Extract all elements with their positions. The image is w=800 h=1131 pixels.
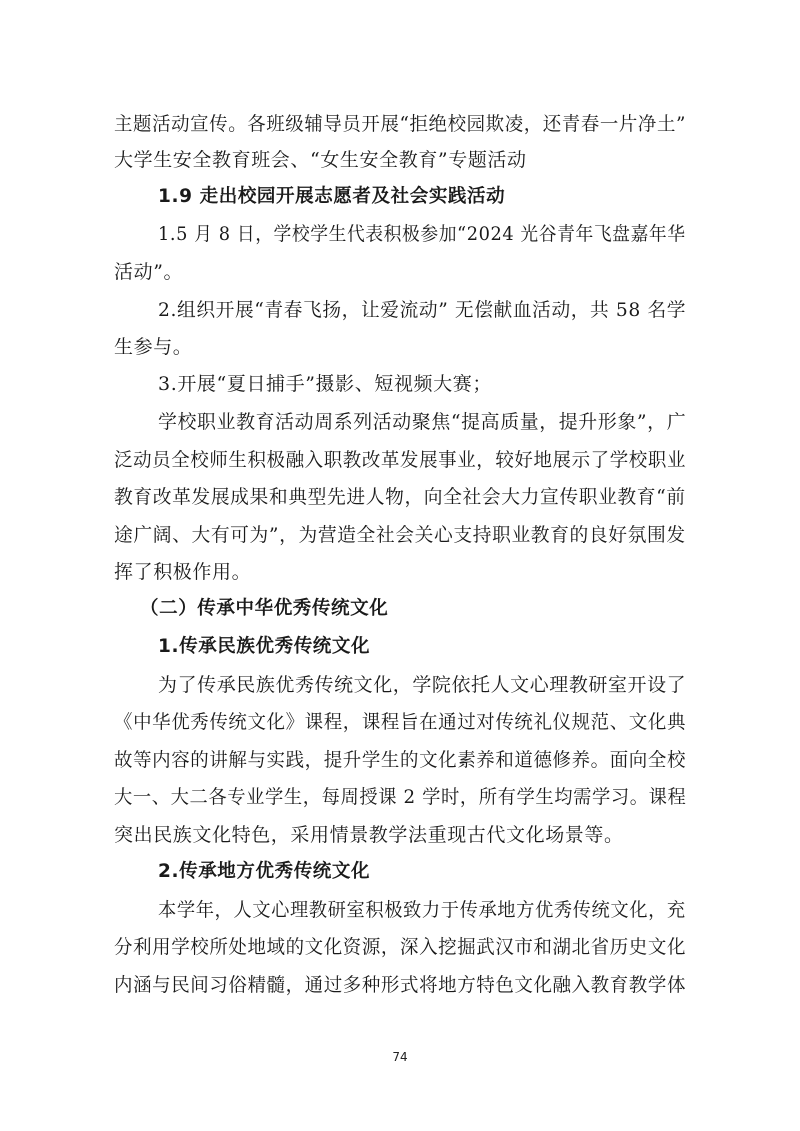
section-heading: （二）传承中华优秀传统文化 <box>140 598 389 619</box>
body-line: 泛动员全校师生积极融入职教改革发展事业，较好地展示了学校职业 <box>114 449 687 471</box>
body-line: 3.开展“夏日捕手”摄影、短视频大赛； <box>158 373 492 395</box>
body-line: 《中华优秀传统文化》课程，课程旨在通过对传统礼仪规范、文化典 <box>114 711 687 733</box>
body-line: 突出民族文化特色，采用情景教学法重现古代文化场景等。 <box>114 824 624 846</box>
body-line: 挥了积极作用。 <box>114 561 252 583</box>
page-number: 74 <box>392 1050 408 1064</box>
body-line: 故等内容的讲解与实践，提升学生的文化素养和道德修养。面向全校 <box>114 749 687 771</box>
body-line: 分利用学校所处地域的文化资源，深入挖掘武汉市和湖北省历史文化 <box>114 936 687 958</box>
body-line: 为了传承民族优秀传统文化，学院依托人文心理教研室开设了 <box>158 674 687 696</box>
subsection-heading: 2.传承地方优秀传统文化 <box>158 861 371 882</box>
body-line: 教育改革发展成果和典型先进人物，向全社会大力宣传职业教育“前 <box>114 486 686 508</box>
body-line: 活动”。 <box>114 261 184 283</box>
body-line: 2.组织开展“青春飞扬，让爱流动” 无偿献血活动，共 58 名学 <box>158 299 687 321</box>
body-line: 途广阔、大有可为”，为营造全社会关心支持职业教育的良好氛围发 <box>114 524 686 546</box>
body-line: 主题活动宣传。各班级辅导员开展“拒绝校园欺凌，还青春一片净土” <box>114 113 687 135</box>
body-line: 学校职业教育活动周系列活动聚焦“提高质量，提升形象”，广 <box>158 411 687 433</box>
body-line: 大一、大二各专业学生，每周授课 2 学时，所有学生均需学习。课程 <box>114 786 687 808</box>
body-line: 大学生安全教育班会、“女生安全教育”专题活动 <box>114 149 527 171</box>
body-line: 内涵与民间习俗精髓，通过多种形式将地方特色文化融入教育教学体 <box>114 974 687 996</box>
body-line: 本学年，人文心理教研室积极致力于传承地方优秀传统文化，充 <box>158 899 686 921</box>
body-line: 1.5 月 8 日，学校学生代表积极参加“2024 光谷青年飞盘嘉年华 <box>158 223 686 245</box>
section-heading: 1.9 走出校园开展志愿者及社会实践活动 <box>158 186 506 207</box>
subsection-heading: 1.传承民族优秀传统文化 <box>158 636 371 657</box>
body-line: 生参与。 <box>114 336 193 358</box>
